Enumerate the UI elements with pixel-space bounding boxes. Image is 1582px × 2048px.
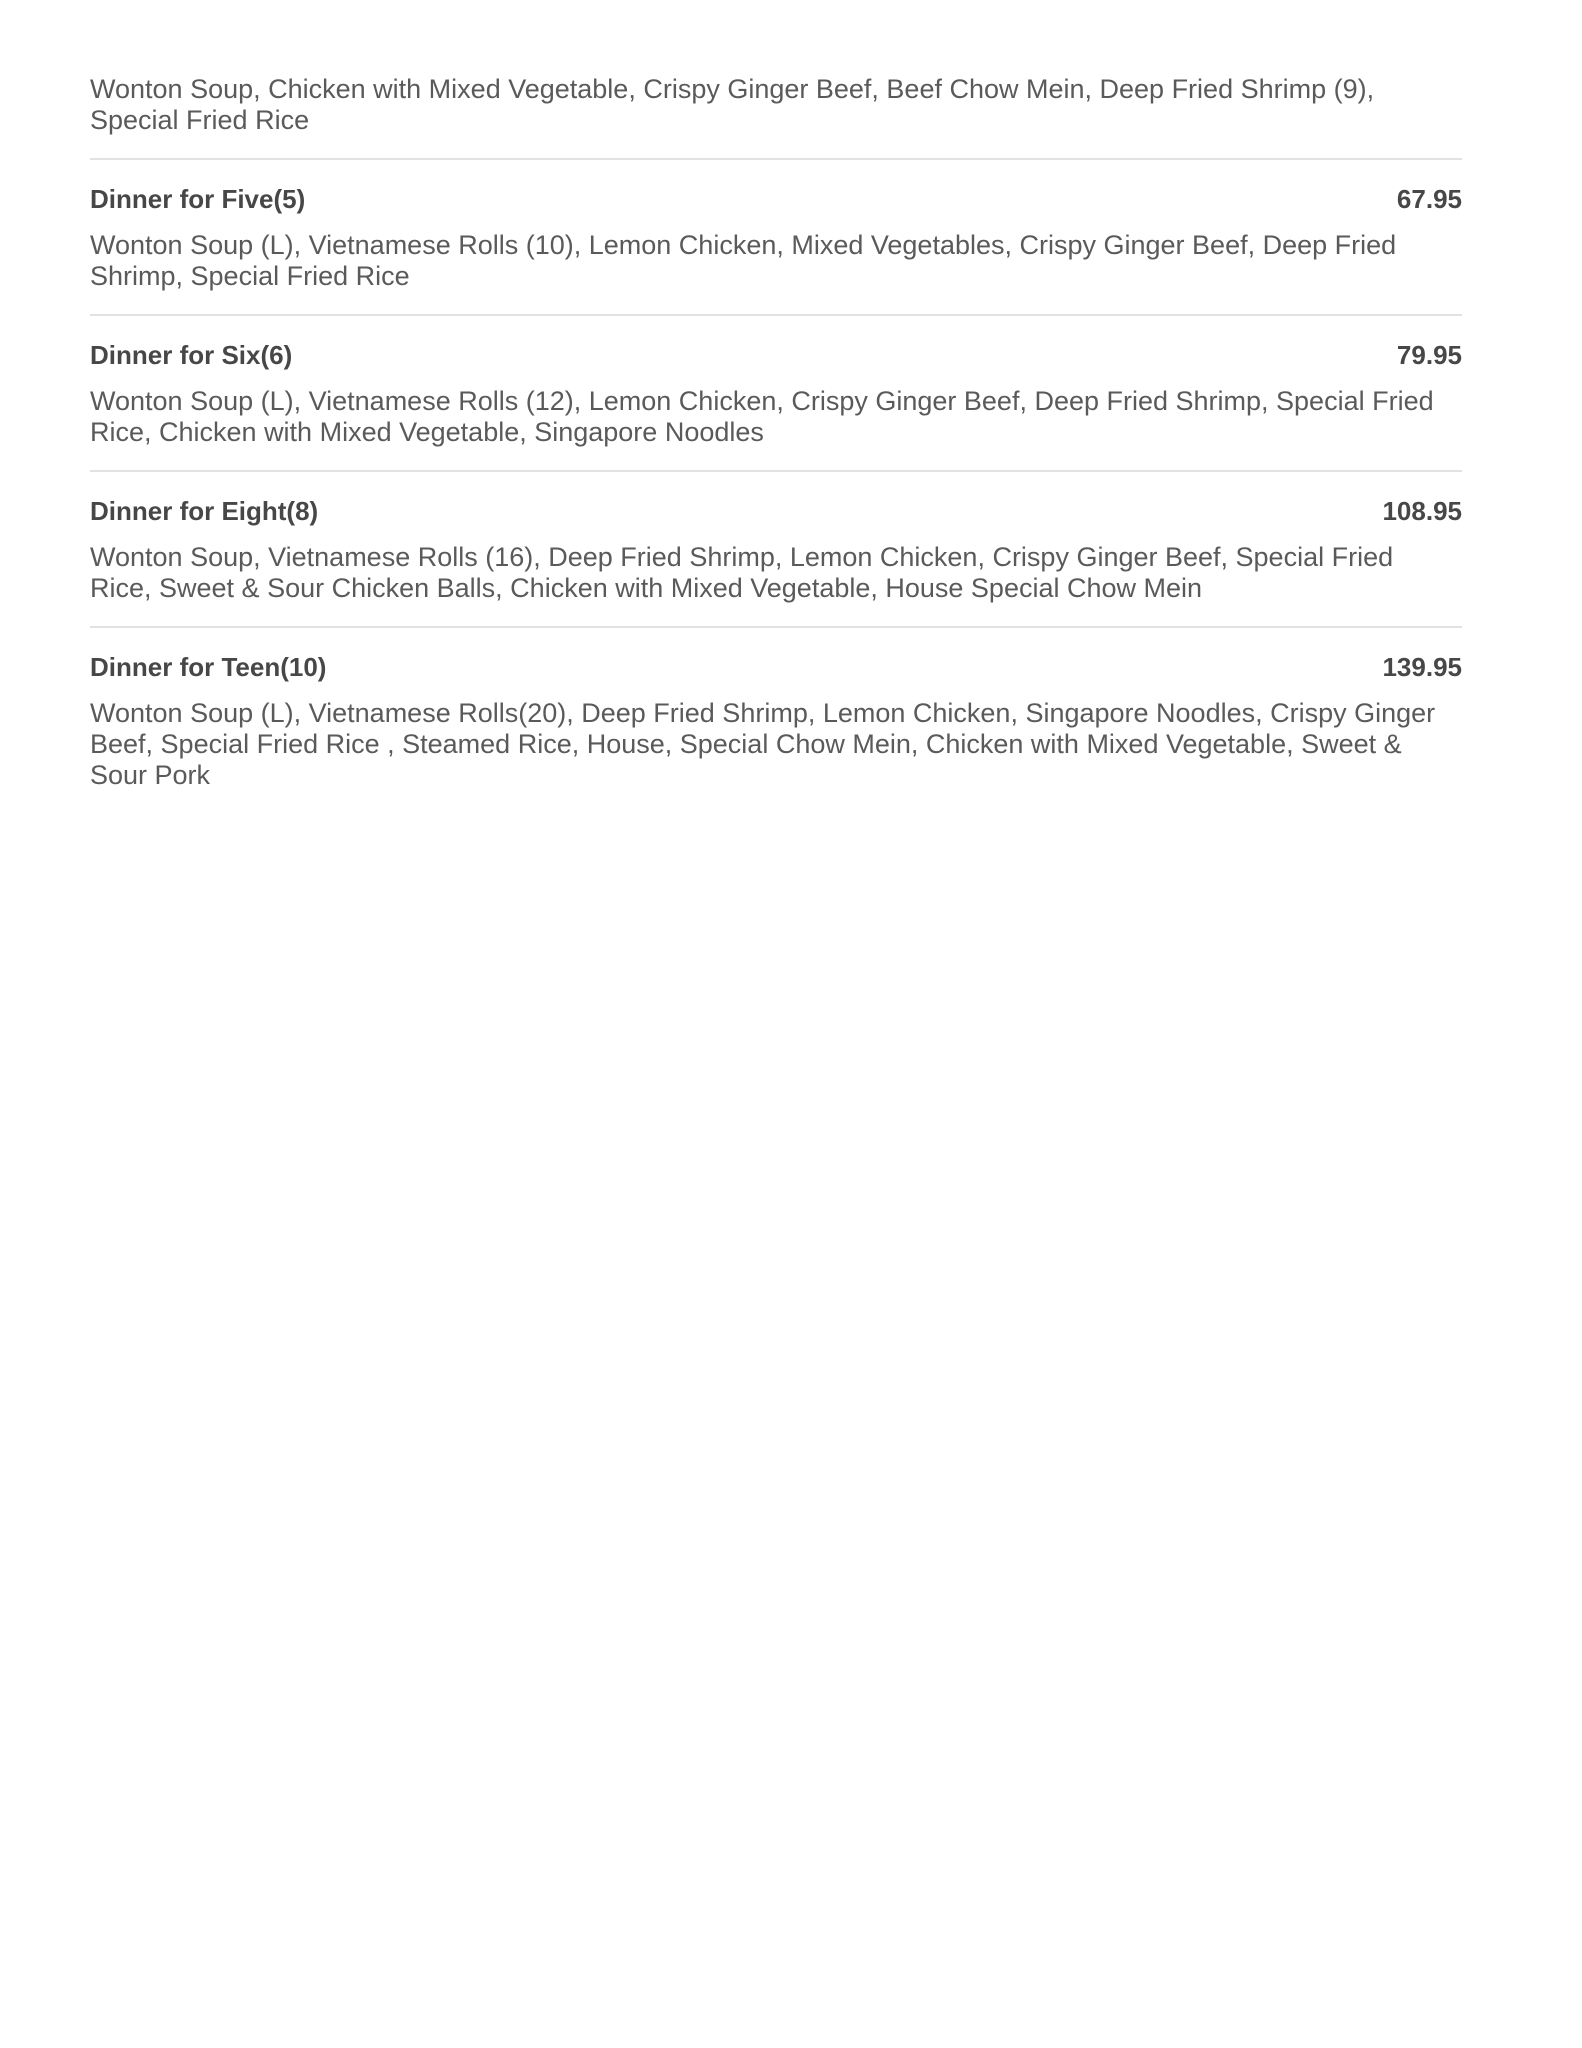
continued-item-description: Wonton Soup, Chicken with Mixed Vegetable, Crispy Ginger Beef, Beef Chow Mein, Deep Fried Shrimp (9), Special Fried Rice	[90, 74, 1375, 135]
menu-item-price: 108.95	[1382, 496, 1462, 526]
menu-item-price: 67.95	[1396, 184, 1462, 214]
menu-item-name: Dinner for Six(6)	[90, 340, 293, 370]
divider	[90, 626, 1462, 628]
menu-item-dinner-for-five	[90, 184, 1462, 292]
menu-item-price: 79.95	[1396, 340, 1462, 370]
menu-item-description: Wonton Soup, Vietnamese Rolls (16), Deep Fried Shrimp, Lemon Chicken, Crispy Ginger Beef, Special Fried Rice, Sweet & Sour Chicken Balls, Chicken with Mixed Vegetable, House Special Chow Mein	[90, 542, 1394, 603]
menu-item-name: Dinner for Eight(8)	[90, 496, 319, 526]
menu-item-price: 139.95	[1382, 652, 1462, 682]
menu-item-header	[90, 496, 1462, 526]
menu-list	[90, 74, 1462, 791]
menu-item-dinner-for-teen	[90, 652, 1462, 791]
divider	[90, 470, 1462, 472]
menu-item-header	[90, 652, 1462, 682]
menu-item-dinner-for-eight	[90, 496, 1462, 604]
menu-item-description: Wonton Soup (L), Vietnamese Rolls (10), Lemon Chicken, Mixed Vegetables, Crispy Ginger Beef, Deep Fried Shrimp, Special Fried Rice	[90, 230, 1397, 291]
menu-item-description: Wonton Soup (L), Vietnamese Rolls(20), Deep Fried Shrimp, Lemon Chicken, Singapore Noodles, Crispy Ginger Beef, Special Fried Rice , Steamed Rice, House, Special Chow Mein, Chicken with Mixed Vegetable, Sweet & Sour Pork	[90, 698, 1436, 790]
menu-item-name: Dinner for Teen(10)	[90, 652, 327, 682]
menu-item-header	[90, 340, 1462, 370]
divider	[90, 314, 1462, 316]
menu-item-name: Dinner for Five(5)	[90, 184, 306, 214]
menu-item-header	[90, 184, 1462, 214]
divider	[90, 158, 1462, 160]
menu-item-description: Wonton Soup (L), Vietnamese Rolls (12), Lemon Chicken, Crispy Ginger Beef, Deep Fried Shrimp, Special Fried Rice, Chicken with Mixed Vegetable, Singapore Noodles	[90, 386, 1434, 447]
menu-item-dinner-for-six	[90, 340, 1462, 448]
